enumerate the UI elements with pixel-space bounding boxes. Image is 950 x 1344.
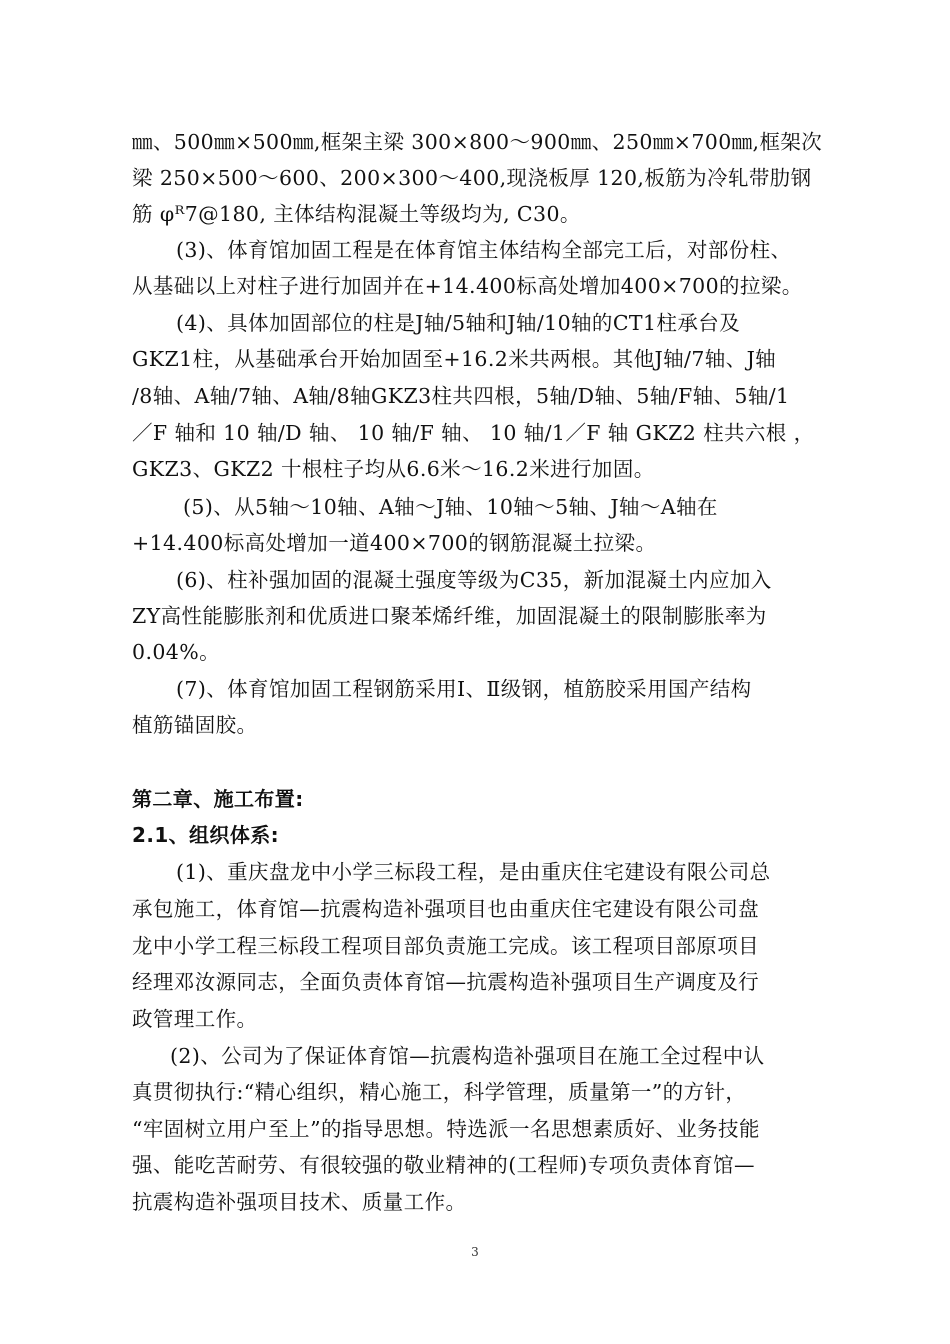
- text-line: 承包施工，体育馆—抗震构造补强项目也由重庆住宅建设有限公司盘: [132, 897, 759, 921]
- text-line: (5)、从5轴～10轴、A轴～J轴、10轴～5轴、J轴～A轴在: [183, 495, 718, 519]
- text-line: 筋 φᴿ7@180, 主体结构混凝土等级均为, C30。: [132, 202, 581, 226]
- text-line: GKZ3、GKZ2 十根柱子均从6.6米～16.2米进行加固。: [132, 457, 655, 481]
- text-line: ㎜、500㎜×500㎜,框架主梁 300×800～900㎜、250㎜×700㎜,框架次: [132, 130, 822, 154]
- text-line: 强、能吃苦耐劳、有很较强的敬业精神的(工程师)专项负责体育馆—: [132, 1153, 755, 1177]
- text-line: 抗震构造补强项目技术、质量工作。: [132, 1190, 467, 1214]
- text-line: (7)、体育馆加固工程钢筋采用Ⅰ、Ⅱ级钢，植筋胶采用国产结构: [176, 677, 752, 701]
- text-line: 0.04%。: [132, 640, 221, 664]
- text-line: “牢固树立用户至上”的指导思想。特选派一名思想素质好、业务技能: [132, 1117, 760, 1141]
- text-line: ZY高性能膨胀剂和优质进口聚苯烯纤维，加固混凝土的限制膨胀率为: [132, 604, 767, 628]
- text-line: 经理邓汝源同志，全面负责体育馆—抗震构造补强项目生产调度及行: [132, 970, 759, 994]
- text-line: 政管理工作。: [132, 1007, 258, 1031]
- text-line: (1)、重庆盘龙中小学三标段工程，是由重庆住宅建设有限公司总: [176, 860, 771, 884]
- text-line: 真贯彻执行:“精心组织，精心施工，科学管理，质量第一”的方针，: [132, 1080, 747, 1104]
- text-line: +14.400标高处增加一道400×700的钢筋混凝土拉梁。: [132, 531, 657, 555]
- page-number: 3: [471, 1245, 479, 1259]
- text-line: (3)、体育馆加固工程是在体育馆主体结构全部完工后，对部份柱、: [176, 238, 792, 262]
- text-line: (4)、具体加固部位的柱是J轴/5轴和J轴/10轴的CT1柱承台及: [176, 311, 741, 335]
- text-line: ／F 轴和 10 轴/D 轴、 10 轴/F 轴、 10 轴/1／F 轴 GKZ2 柱共六根 ，: [132, 421, 815, 445]
- text-line: 梁 250×500～600、200×300～400,现浇板厚 120,板筋为冷轧带肋钢: [132, 166, 812, 190]
- text-line: GKZ1柱，从基础承台开始加固至+16.2米共两根。其他J轴/7轴、J轴: [132, 347, 777, 371]
- text-line: /8轴、A轴/7轴、A轴/8轴GKZ3柱共四根，5轴/D轴、5轴/F轴、5轴/1: [132, 384, 790, 408]
- text-line: (2)、公司为了保证体育馆—抗震构造补强项目在施工全过程中认: [170, 1044, 765, 1068]
- text-line: 植筋锚固胶。: [132, 713, 258, 737]
- chapter-heading: 第二章、施工布置:: [132, 787, 304, 811]
- text-line: (6)、柱补强加固的混凝土强度等级为C35，新加混凝土内应加入: [176, 568, 772, 592]
- section-heading: 2.1、组织体系:: [132, 823, 280, 847]
- text-line: 从基础以上对柱子进行加固并在+14.400标高处增加400×700的拉梁。: [132, 274, 803, 298]
- text-line: 龙中小学工程三标段工程项目部负责施工完成。该工程项目部原项目: [132, 934, 759, 958]
